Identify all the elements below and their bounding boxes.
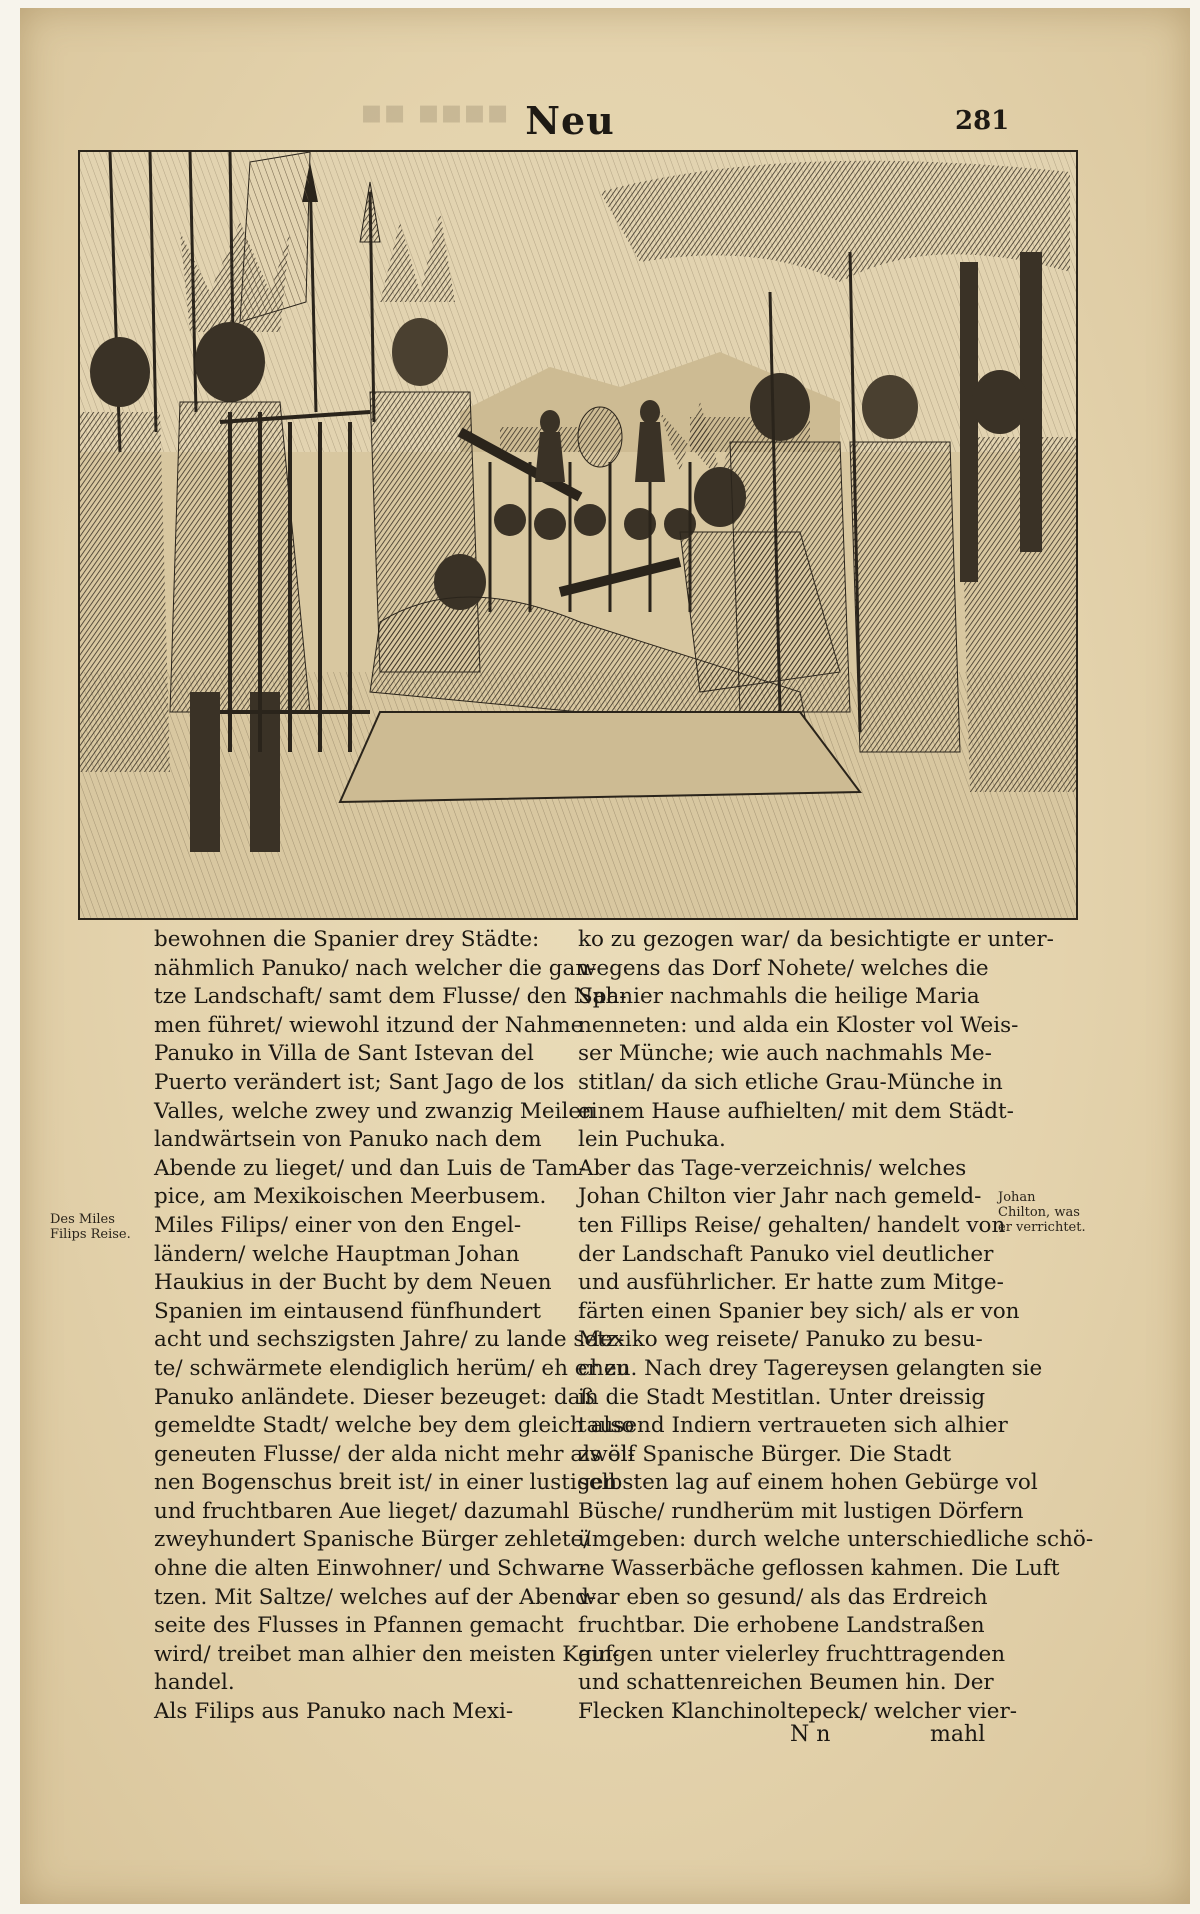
text-line: Haukius in der Bucht by dem Neuen <box>154 1270 552 1296</box>
signature-mark: N n <box>790 1722 831 1747</box>
text-line: war eben so gesund/ als das Erdreich <box>578 1584 988 1610</box>
text-line: Puerto verändert ist; Sant Jago de los <box>154 1069 565 1095</box>
text-line: stitlan/ da sich etliche Grau-Münche in <box>578 1069 1003 1095</box>
text-line: gemeldte Stadt/ welche bey dem gleich also <box>154 1413 635 1439</box>
text-line: Mexiko weg reisete/ Panuko zu besu- <box>578 1327 983 1353</box>
text-line: und schattenreichen Beumen hin. Der <box>578 1670 994 1696</box>
text-line: wird/ treibet man alhier den meisten Kauf- <box>154 1641 620 1667</box>
text-line: ländern/ welche Hauptman Johan <box>154 1241 520 1267</box>
text-line: Miles Filips/ einer von den Engel- <box>154 1212 522 1238</box>
text-line: nähmlich Panuko/ nach welcher die gan- <box>154 955 597 981</box>
text-line: Aber das Tage-verzeichnis/ welches <box>578 1155 967 1181</box>
margin-note-left: Des Miles Filips Reise. <box>50 1212 131 1242</box>
text-line: lein Puchuka. <box>578 1127 726 1153</box>
text-line: Spanien im eintausend fünfhundert <box>154 1298 542 1324</box>
text-line: seite des Flusses in Pfannen gemacht <box>154 1613 564 1639</box>
bleed-through-text: ▪▪▪▪ ▪▪ <box>360 92 510 132</box>
running-title: Neu <box>525 98 615 143</box>
text-line: der Landschaft Panuko viel deutlicher <box>578 1241 994 1267</box>
text-line: handel. <box>154 1670 235 1696</box>
text-line: Valles, welche zwey und zwanzig Meilen <box>154 1098 595 1124</box>
text-line: Abende zu lieget/ und dan Luis de Tam- <box>154 1155 586 1181</box>
text-line: selbsten lag auf einem hohen Gebürge vol <box>578 1470 1038 1496</box>
text-line: wegens das Dorf Nohete/ welches die <box>578 955 989 981</box>
text-line: men führet/ wiewohl itzund der Nahme <box>154 1012 584 1038</box>
text-column-left <box>154 926 635 1727</box>
text-line: pice, am Mexikoischen Meerbusem. <box>154 1184 547 1210</box>
text-line: acht und sechszigsten Jahre/ zu lande setz- <box>154 1327 625 1353</box>
text-line: färten einen Spanier bey sich/ als er von <box>578 1298 1020 1324</box>
text-line: Panuko anländete. Dieser bezeuget: daß <box>154 1384 595 1410</box>
text-line: chen. Nach drey Tagereysen gelangten sie <box>578 1355 1043 1381</box>
text-line: zweyhundert Spanische Bürger zehlete/ <box>154 1527 591 1553</box>
text-line: nenneten: und alda ein Kloster vol Weis- <box>578 1012 1019 1038</box>
text-line: ser Münche; wie auch nachmahls Me- <box>578 1041 992 1067</box>
text-line: gingen unter vielerley fruchttragenden <box>578 1641 1006 1667</box>
text-line: und fruchtbaren Aue lieget/ dazumahl <box>154 1498 570 1524</box>
text-line: Als Filips aus Panuko nach Mexi- <box>154 1699 514 1725</box>
text-line: Panuko in Villa de Sant Istevan del <box>154 1041 534 1067</box>
text-line: ten Fillips Reise/ gehalten/ handelt von <box>578 1212 1006 1238</box>
text-line: Johan Chilton vier Jahr nach gemeld- <box>578 1184 982 1210</box>
text-line: tzen. Mit Saltze/ welches auf der Abend- <box>154 1584 597 1610</box>
text-line: zwölf Spanische Bürger. Die Stadt <box>578 1441 952 1467</box>
catchword: mahl <box>930 1722 986 1747</box>
text-line: tausend Indiern vertraueten sich alhier <box>578 1413 1008 1439</box>
text-line: ne Wasserbäche geflossen kahmen. Die Luft <box>578 1556 1060 1582</box>
text-line: nen Bogenschus breit ist/ in einer lustigen <box>154 1470 618 1496</box>
text-line: tze Landschaft/ samt dem Flusse/ den Nah- <box>154 984 627 1010</box>
text-line: ümgeben: durch welche unterschiedliche schö- <box>578 1527 1094 1553</box>
text-line: geneuten Flusse/ der alda nicht mehr als ei- <box>154 1441 635 1467</box>
text-line: in die Stadt Mestitlan. Unter dreissig <box>578 1384 986 1410</box>
page-number: 281 <box>955 106 1010 136</box>
margin-note-right: Johan Chilton, was er verrichtet. <box>998 1190 1086 1235</box>
text-line: Spanier nachmahls die heilige Maria <box>578 984 980 1010</box>
text-line: landwärtsein von Panuko nach dem <box>154 1127 542 1153</box>
text-line: fruchtbar. Die erhobene Landstraßen <box>578 1613 985 1639</box>
text-line: ohne die alten Einwohner/ und Schwar- <box>154 1556 587 1582</box>
text-line: Flecken Klanchinoltepeck/ welcher vier- <box>578 1699 1018 1725</box>
text-line: Büsche/ rundherüm mit lustigen Dörfern <box>578 1498 1024 1524</box>
text-line: bewohnen die Spanier drey Städte: <box>154 927 540 952</box>
text-line: ko zu gezogen war/ da besichtigte er unter- <box>578 927 1054 952</box>
text-line: te/ schwärmete elendiglich herüm/ eh er zu <box>154 1355 630 1381</box>
text-line: und ausführlicher. Er hatte zum Mitge- <box>578 1270 1004 1296</box>
text-line: einem Hause aufhielten/ mit dem Städt- <box>578 1098 1014 1124</box>
engraving-illustration <box>78 150 1078 920</box>
